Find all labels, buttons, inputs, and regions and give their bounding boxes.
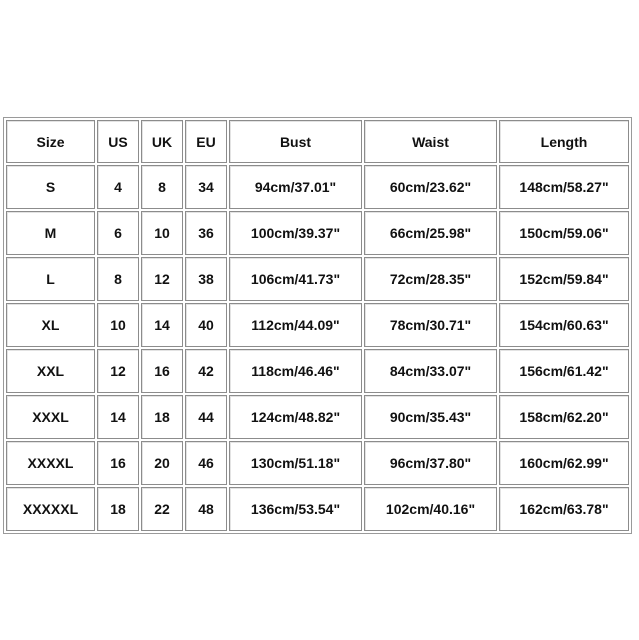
header-waist: Waist: [364, 120, 497, 163]
cell-size: S: [6, 165, 95, 209]
cell-size: XL: [6, 303, 95, 347]
header-bust: Bust: [229, 120, 362, 163]
cell-length: 148cm/58.27": [499, 165, 629, 209]
cell-length: 152cm/59.84": [499, 257, 629, 301]
cell-waist: 72cm/28.35": [364, 257, 497, 301]
cell-length: 160cm/62.99": [499, 441, 629, 485]
cell-uk: 16: [141, 349, 183, 393]
cell-eu: 44: [185, 395, 227, 439]
cell-us: 18: [97, 487, 139, 531]
cell-size: XXL: [6, 349, 95, 393]
cell-bust: 136cm/53.54": [229, 487, 362, 531]
cell-waist: 90cm/35.43": [364, 395, 497, 439]
cell-size: M: [6, 211, 95, 255]
cell-eu: 40: [185, 303, 227, 347]
header-eu: EU: [185, 120, 227, 163]
cell-us: 8: [97, 257, 139, 301]
table-header-row: [6, 120, 629, 163]
size-chart-table: [3, 117, 632, 534]
cell-uk: 22: [141, 487, 183, 531]
cell-length: 150cm/59.06": [499, 211, 629, 255]
cell-size: L: [6, 257, 95, 301]
cell-us: 4: [97, 165, 139, 209]
cell-us: 6: [97, 211, 139, 255]
cell-size: XXXXXL: [6, 487, 95, 531]
cell-length: 158cm/62.20": [499, 395, 629, 439]
cell-size: XXXL: [6, 395, 95, 439]
cell-bust: 100cm/39.37": [229, 211, 362, 255]
cell-eu: 36: [185, 211, 227, 255]
cell-waist: 102cm/40.16": [364, 487, 497, 531]
cell-uk: 14: [141, 303, 183, 347]
cell-bust: 106cm/41.73": [229, 257, 362, 301]
cell-waist: 84cm/33.07": [364, 349, 497, 393]
cell-bust: 124cm/48.82": [229, 395, 362, 439]
cell-us: 12: [97, 349, 139, 393]
cell-waist: 66cm/25.98": [364, 211, 497, 255]
cell-waist: 78cm/30.71": [364, 303, 497, 347]
table-row: [6, 487, 629, 531]
cell-eu: 34: [185, 165, 227, 209]
cell-eu: 48: [185, 487, 227, 531]
table-row: [6, 395, 629, 439]
cell-uk: 8: [141, 165, 183, 209]
cell-size: XXXXL: [6, 441, 95, 485]
table-row: [6, 257, 629, 301]
cell-us: 14: [97, 395, 139, 439]
cell-uk: 12: [141, 257, 183, 301]
cell-uk: 10: [141, 211, 183, 255]
cell-length: 162cm/63.78": [499, 487, 629, 531]
cell-us: 16: [97, 441, 139, 485]
table-row: [6, 211, 629, 255]
table-row: [6, 349, 629, 393]
cell-eu: 42: [185, 349, 227, 393]
cell-length: 154cm/60.63": [499, 303, 629, 347]
header-uk: UK: [141, 120, 183, 163]
cell-bust: 130cm/51.18": [229, 441, 362, 485]
table-row: [6, 165, 629, 209]
cell-us: 10: [97, 303, 139, 347]
cell-uk: 18: [141, 395, 183, 439]
cell-waist: 60cm/23.62": [364, 165, 497, 209]
cell-waist: 96cm/37.80": [364, 441, 497, 485]
cell-bust: 112cm/44.09": [229, 303, 362, 347]
header-length: Length: [499, 120, 629, 163]
cell-eu: 38: [185, 257, 227, 301]
cell-length: 156cm/61.42": [499, 349, 629, 393]
cell-bust: 118cm/46.46": [229, 349, 362, 393]
table-row: [6, 441, 629, 485]
header-us: US: [97, 120, 139, 163]
cell-bust: 94cm/37.01": [229, 165, 362, 209]
header-size: Size: [6, 120, 95, 163]
cell-uk: 20: [141, 441, 183, 485]
table-row: [6, 303, 629, 347]
cell-eu: 46: [185, 441, 227, 485]
